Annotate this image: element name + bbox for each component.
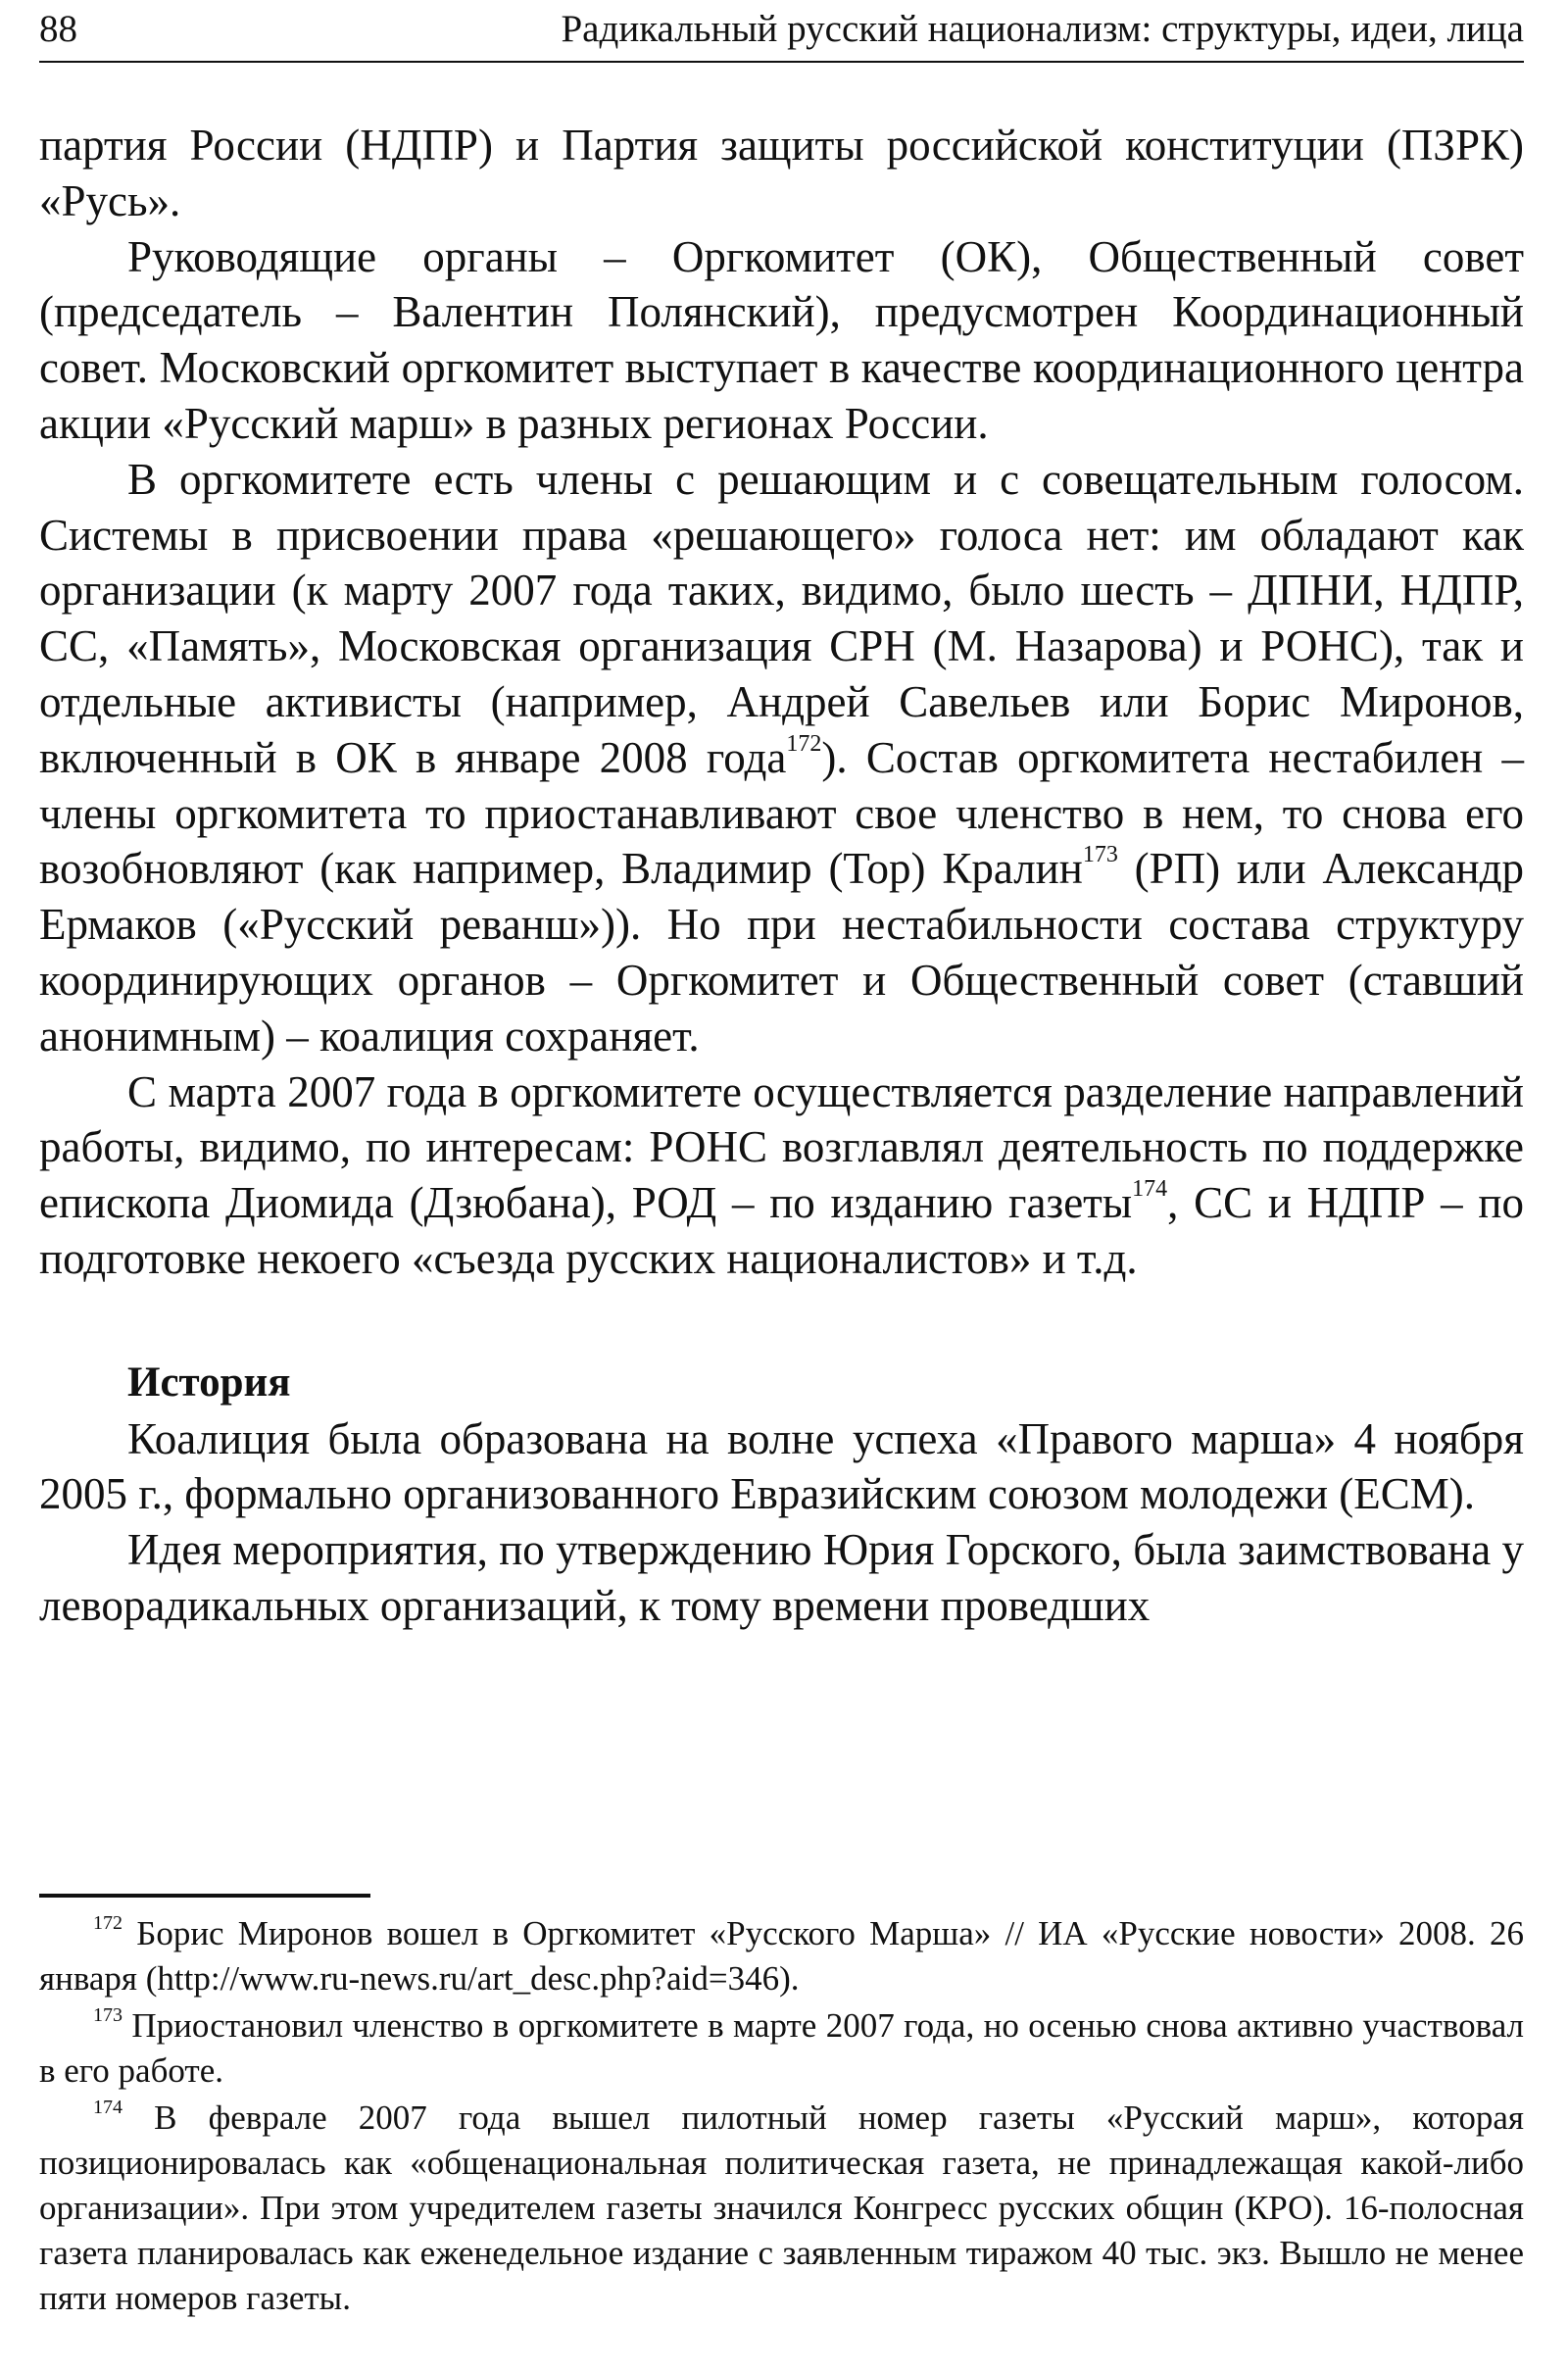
running-header: [39, 2, 1524, 63]
paragraph: [39, 1064, 1524, 1287]
paragraph: Коалиция была образована на волне успеха «Правого марша» 4 ноября 2005 г., формально организованного Евразийским союзом молодежи (ЕСМ).: [39, 1413, 1524, 1519]
footnote-number: 172: [93, 1912, 122, 1934]
paragraph: партия России (НДПР) и Партия защиты российской конституции (ПЗРК) «Русь».: [39, 121, 1524, 225]
section-heading: История: [127, 1358, 291, 1406]
text-run: (РП) или Александр Ермаков («Русский реванш»)). Но при нестабильности состава структуру координирующих органов – Оргкомитет и Общественный совет (ставший анонимным) – коалиция сохраняет.: [39, 844, 1524, 1061]
paragraph: [39, 452, 1524, 1064]
footnote-text: Борис Миронов вошел в Оргкомитет «Русского Марша» // ИА «Русские новости» 2008. 26 января (http://www.ru-news.ru/art_desc.php?aid=346).: [39, 1914, 1525, 1998]
footnote-ref: 172: [786, 730, 822, 757]
footnote-ref: 173: [1082, 842, 1118, 868]
main-text: [39, 118, 1524, 1634]
running-title: Радикальный русский национализм: структуры, идеи, лица: [561, 8, 1524, 50]
footnote-text: Приостановил членство в оргкомитете в марте 2007 года, но осенью снова активно участвовал в его работе.: [39, 2006, 1525, 2090]
paragraph: Руководящие органы – Оргкомитет (ОК), Общественный совет (председатель – Валентин Полянский), предусмотрен Координационный совет. Московский оргкомитет выступает в качестве координационного центра акции «Русский марш» в разных регионах России.: [39, 231, 1524, 448]
page-number: 88: [39, 8, 77, 50]
text-run: ). Состав оргкомитета нестабилен – члены оргкомитета то приостанавливают свое членство в нем, то снова его возобновляют (как например, Владимир (Тор) Кралин: [39, 732, 1524, 894]
footnote-divider: [39, 1894, 370, 1898]
paragraph: Идея мероприятия, по утверждению Юрия Горского, была заимствована у леворадикальных организаций, к тому времени проведших: [39, 1525, 1524, 1630]
text-run: В оргкомитете есть члены с решающим и с совещательным голосом. Системы в присвоении права «решающего» голоса нет: им обладают как организации (к марту 2007 года таких, видимо, было шесть – ДПНИ, НДПР, СС, «Память», Московская организация СРН (М. Назарова) и РОНС), так и отдельные активисты (например, Андрей Савельев или Борис Миронов, включенный в ОК в январе 2008 года: [39, 454, 1524, 782]
footnote: [39, 1911, 1524, 2001]
text-run: С марта 2007 года в оргкомитете осуществляется разделение направлений работы, видимо, по интересам: РОНС возглавлял деятельность по поддержке епископа Диомида (Дзюбана), РОД – по изданию газеты: [39, 1066, 1524, 1228]
footnote-text: В феврале 2007 года вышел пилотный номер газеты «Русский марш», которая позиционировалась как «общенациональная политическая газета, не принадлежащая какой-либо организации». При этом учредителем газеты значился Конгресс русских общин (КРО). 16-полосная газета планировалась как еженедельное издание с заявленным тиражом 40 тыс. экз. Вышло не менее пяти номеров газеты.: [39, 2098, 1524, 2317]
footnote-ref: 174: [1132, 1176, 1168, 1203]
footnote-number: 174: [93, 2097, 122, 2118]
footnotes: [39, 1911, 1524, 2323]
footnote: [39, 2096, 1524, 2321]
text-run: , СС и НДПР – по подготовке некоего «съезда русских националистов» и т.д.: [39, 1178, 1524, 1283]
footnote-number: 173: [93, 2004, 122, 2026]
footnote: [39, 2003, 1524, 2094]
